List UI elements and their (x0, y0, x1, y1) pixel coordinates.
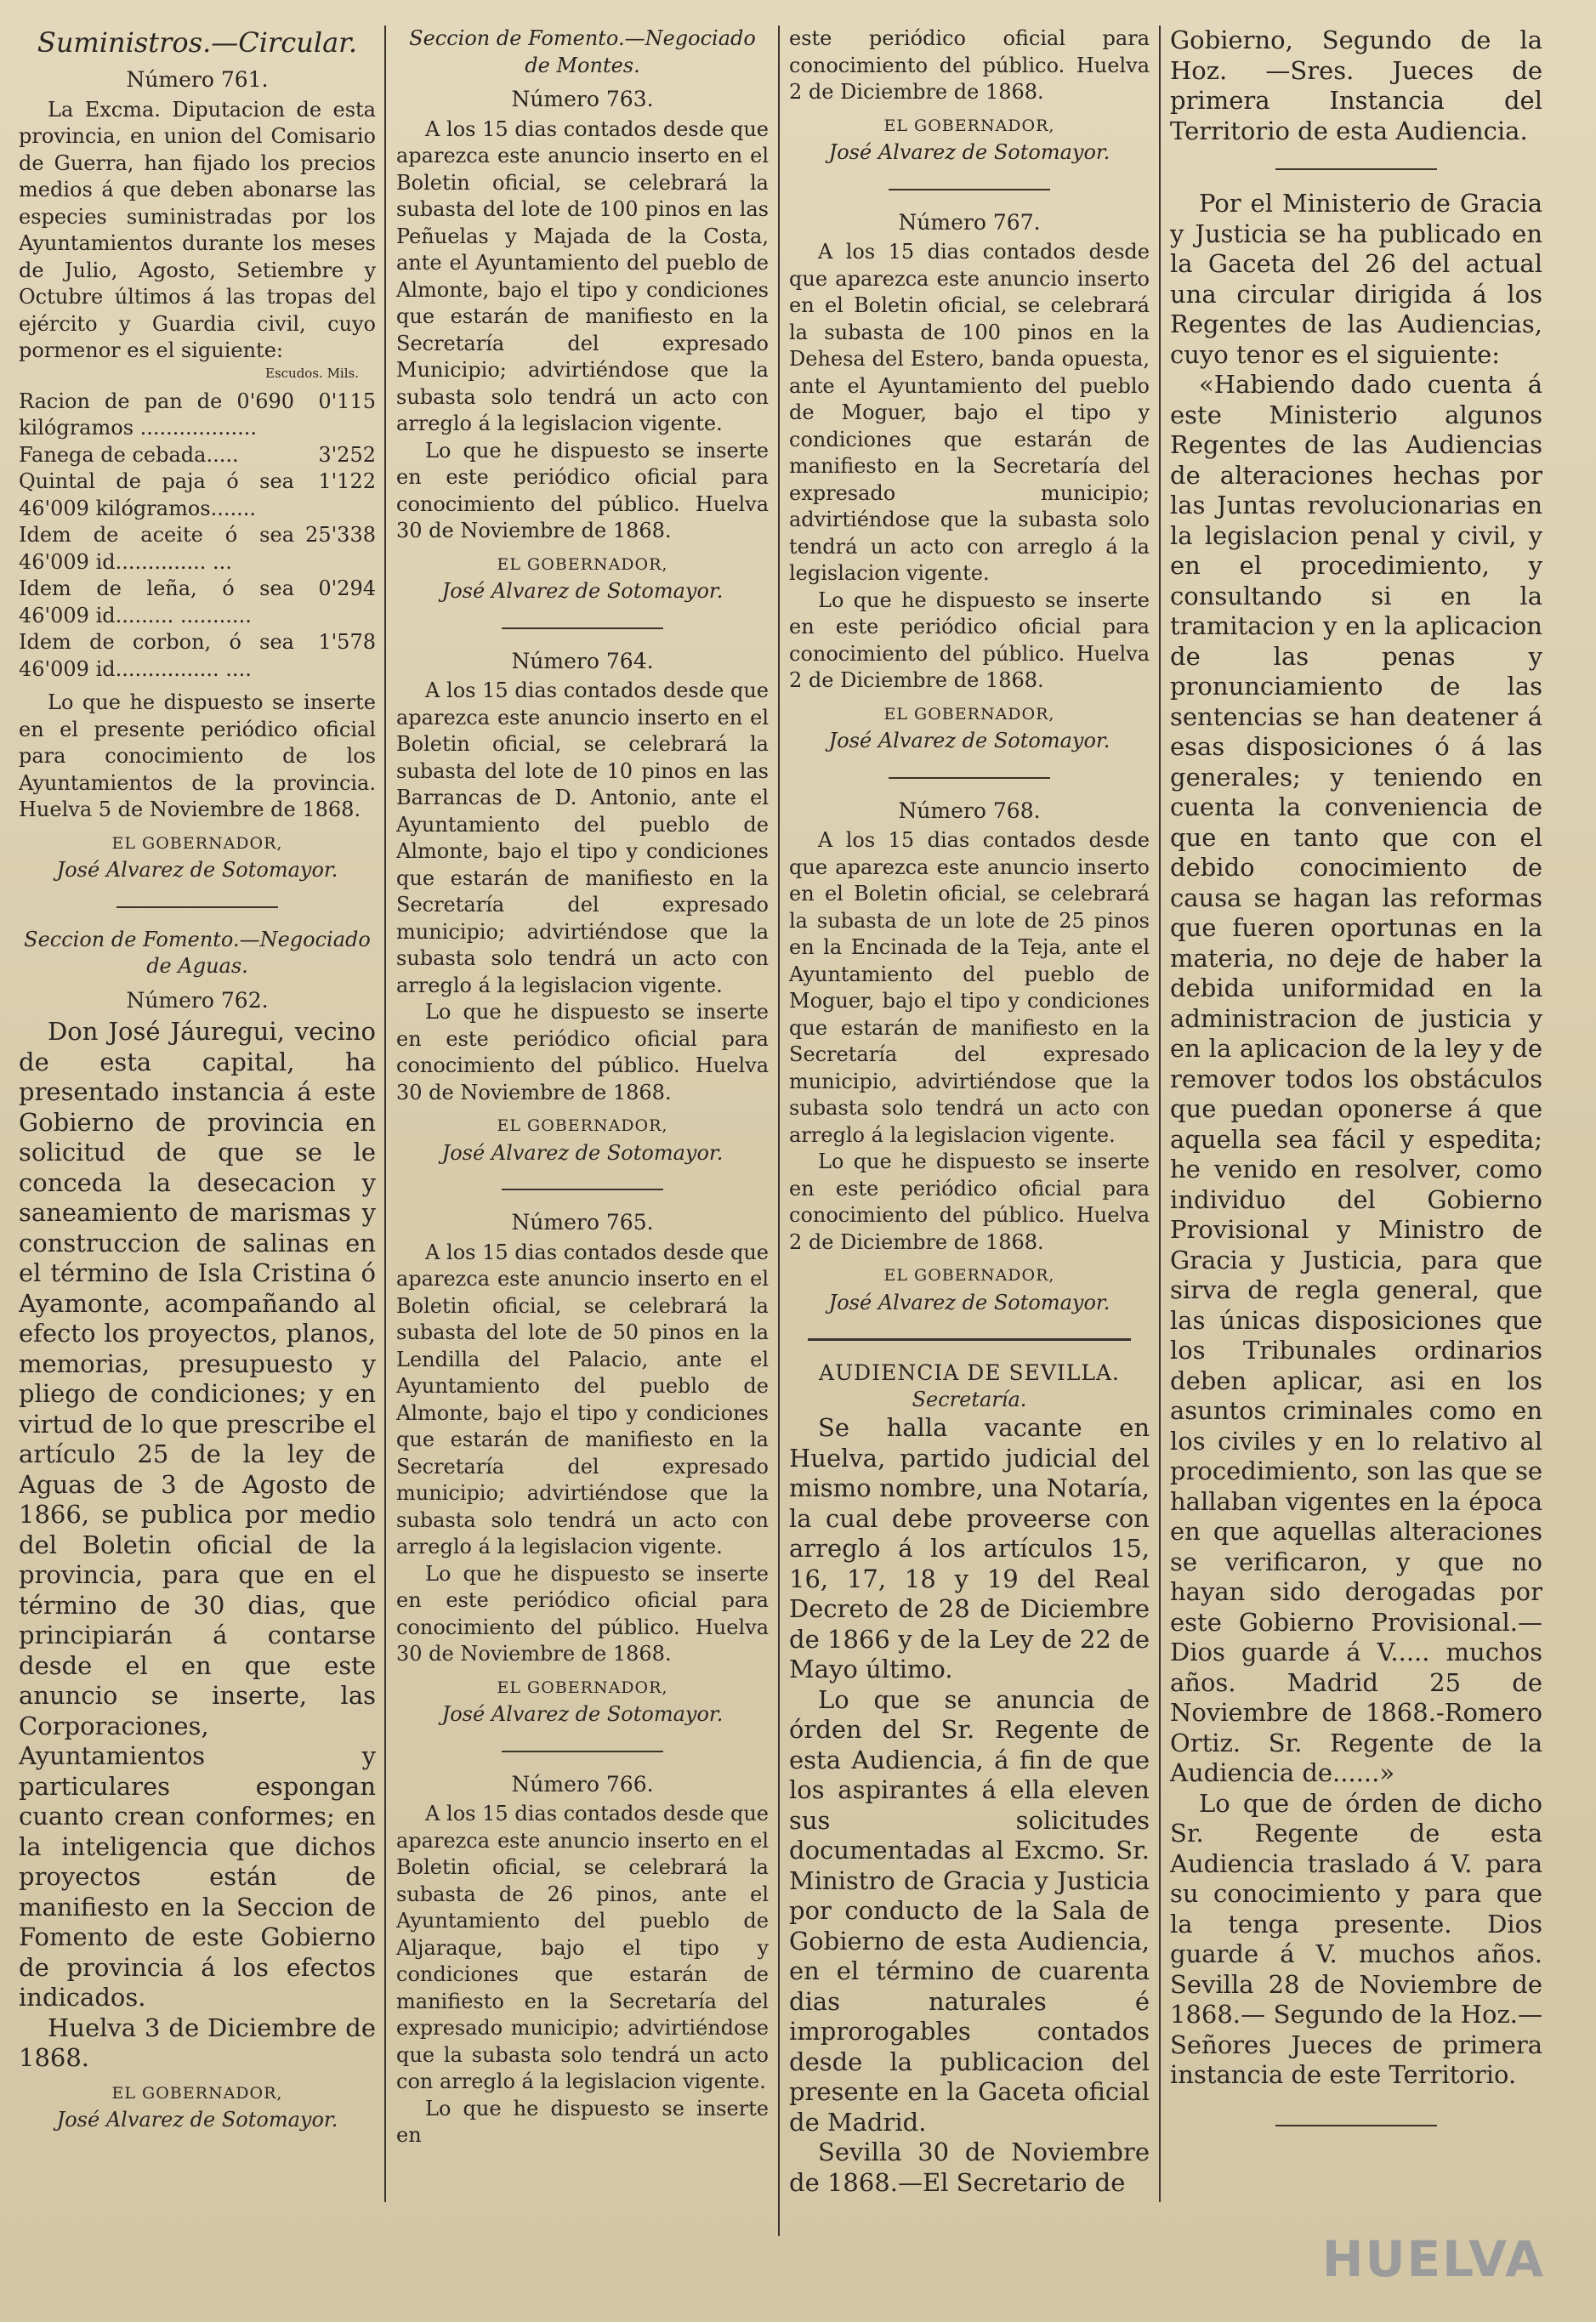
notice-body: Don José Jáuregui, vecino de esta capital, ha presentado instancia á este Gobierno de provincia en solicitud de que se le conceda la desecacion y saneamiento de marismas y construccion de salinas en el término de Isla Cristina ó Ayamonte, acompañando al efecto los proyectos, planos, memorias, presupuesto y pliego de condiciones; y en virtud de lo que prescribe el artículo 25 de la ley de Aguas de 3 de Agosto de 1866, se publica por medio del Boletin oficial de la provincia, para que en el término de 30 dias, que principiarán á contarse desde el en que este anuncio se inserte, las Corporaciones, Ayuntamientos y particulares espongan cuanto crean conformes; en la inteligencia que dichos proyectos están de manifiesto en la Seccion de Fomento de este Gobierno de provincia á los efectos indicados. (19, 1017, 376, 2012)
notice-number: Número 764. (511, 648, 654, 673)
notice-body: Gobierno, Segundo de la Hoz. —Sres. Jueces de primera Instancia del Territorio de esta Audiencia. (1170, 26, 1542, 145)
notice-body: Se halla vacante en Huelva, partido judicial del mismo nombre, una Notaría, la cual debe proveerse con arreglo á los artículos 15, 16, 17, 18 y 19 del Real Decreto de 28 de Diciembre de 1866 y de la Ley de 22 de Mayo último. (789, 1413, 1150, 1683)
signature-title: EL GOBERNADOR, (883, 704, 1055, 724)
notice-body: Lo que de órden de dicho Sr. Regente de esta Audiencia traslado á V. para su conocimiento y para que la tenga presente. Dios guarde á V. muchos años. Sevilla 28 de Noviembre de 1868.— Segundo de la Hoz.—Señores Jueces de primera instancia de este Territorio. (1170, 1788, 1542, 2089)
notice-body: Lo que he dispuesto se inserte en este periódico oficial para conocimiento del público. Huelva 30 de Noviembre de 1868. (396, 438, 769, 542)
signature-name: José Alvarez de Sotomayor. (828, 729, 1110, 752)
price-table (19, 389, 376, 684)
table-row: Quintal de paja ó sea 46'009 kilógramos....... 1'122 (19, 469, 376, 520)
signature-title: EL GOBERNADOR, (111, 2083, 283, 2103)
signature-title: EL GOBERNADOR, (883, 116, 1055, 135)
notice-number: Número 768. (898, 798, 1041, 823)
section-header: Seccion de Fomento.—Negociado de Aguas. (24, 927, 371, 978)
notice-body: Lo que he dispuesto se inserte en este periódico oficial para conocimiento del público. Huelva 30 de Noviembre de 1868. (396, 1561, 769, 1666)
section-header: Suministros.—Circular. (37, 26, 358, 59)
column-3 (789, 26, 1150, 2304)
signature-title: EL GOBERNADOR, (497, 1116, 668, 1135)
signature-name: José Alvarez de Sotomayor. (56, 858, 338, 882)
signature-title: EL GOBERNADOR, (497, 554, 668, 574)
notice-body: A los 15 dias contados desde que aparezca este anuncio inserto en el Boletin oficial, se celebrará la subasta del lote de 100 pinos en las Peñuelas y Majada de la Costa, ante el Ayuntamiento del pueblo de Almonte, bajo el tipo y condiciones que estarán de manifiesto en la Secretaría del expresado Municipio; advirtiéndose que la subasta solo tendrá un acto con arreglo á la legislacion vigente. (396, 116, 769, 435)
notice-number: Número 767. (898, 209, 1041, 235)
signature-name: José Alvarez de Sotomayor. (828, 1290, 1110, 1314)
table-head: Escudos. Mils. (265, 365, 359, 381)
section-rule (1275, 168, 1437, 170)
column-2 (396, 26, 769, 2304)
notice-body: La Excma. Diputacion de esta provincia, en union del Comisario de Guerra, han fijado los precios medios á que deben abonarse las especies suministradas por los Ayuntamientos durante los meses de Julio, Agosto, Setiembre y Octubre últimos á las tropas del ejército y Guardia civil, cuyo pormenor es el siguiente: (19, 97, 376, 362)
notice-body: A los 15 dias contados desde que aparezca este anuncio inserto en el Boletin oficial, se celebrará la subasta de 26 pinos, ante el Ayuntamiento del pueblo de Aljaraque, bajo el tipo y condiciones que estarán de manifiesto en la Secretaría del expresado municipio; advirtiéndose que la subasta solo tendrá un acto con arreglo á la legislacion vigente. (396, 1802, 769, 2093)
notice-body: Lo que he dispuesto se inserte en este periódico oficial para conocimiento del público. Huelva 2 de Diciembre de 1868. (789, 588, 1150, 692)
notice-body: «Habiendo dado cuenta á este Ministerio algunos Regentes de las Audiencias de alteraciones hechas por las Juntas revolucionarias en la legislacion penal y civil, y en el procedimiento, y consultando si en la tramitacion y en la aplicacion de las penas y pronunciamiento de las sentencias se han deatener á esas disposiciones ó á las generales; y teniendo en cuenta la conveniencia de que en tanto que con el debido conocimiento de causa se hagan las reformas que fueren oportunas en la materia, no deje de haber la debida uniformidad en la administracion de justicia y en la aplicacion de la ley y de remover todos los obstáculos que puedan oponerse á que aquella sea fácil y espedita; he venido en resolver, como individuo del Gobierno Provisional y Ministro de Gracia y Justicia, para que sirva de regla general, que las únicas disposiciones que los Tribunales ordinarios deben aplicar, asi en los asuntos criminales como en los civiles y en lo relativo al procedimiento, son las que se hallaban vigentes en la época en que aquellas alteraciones se verificaron, y que no hayan sido derogadas por este Gobierno Provisional.—Dios guarde á V..... muchos años. Madrid 25 de Noviembre de 1868.-Romero Ortiz. Sr. Regente de la Audiencia de......» (1170, 370, 1542, 1787)
section-header: AUDIENCIA DE SEVILLA. (819, 1360, 1120, 1385)
signature-name: José Alvarez de Sotomayor. (441, 1702, 724, 1726)
notice-number: Número 766. (511, 1771, 654, 1797)
notice-date: Huelva 3 de Diciembre de 1868. (19, 2013, 376, 2072)
section-rule (502, 1189, 663, 1190)
table-row: Racion de pan de 0'690 kilógramos .................. 0'115 (19, 389, 376, 440)
signature-name: José Alvarez de Sotomayor. (56, 2108, 338, 2132)
notice-body: Sevilla 30 de Noviembre de 1868.—El Secretario de (789, 2137, 1150, 2197)
signature-name: José Alvarez de Sotomayor. (441, 579, 724, 603)
signature-name: José Alvarez de Sotomayor. (828, 140, 1110, 164)
column-4 (1170, 26, 1542, 2304)
notice-body: A los 15 dias contados desde que aparezca este anuncio inserto en el Boletin oficial, se celebrará la subasta del lote de 50 pinos en la Lendilla del Palacio, ante el Ayuntamiento del pueblo de Almonte, bajo el tipo y condiciones que estarán de manifiesto en la Secretaría del expresado municipio; advirtiéndose que la subasta solo tendrá un acto con arreglo á la legislacion vigente. (396, 1240, 769, 1558)
table-row: Idem de leña, ó sea 46'009 id......... ........... 0'294 (19, 576, 376, 627)
notice-body: Por el Ministerio de Gracia y Justicia se ha publicado en la Gaceta del 26 del actual una circular dirigida á los Regentes de las Audiencias, cuyo tenor es el siguiente: (1170, 189, 1542, 369)
column-1 (19, 26, 376, 2304)
section-rule (889, 189, 1050, 190)
notice-body: A los 15 dias contados desde que aparezca este anuncio inserto en el Boletin oficial, se celebrará la subasta del lote de 10 pinos en las Barrancas de D. Antonio, ante el Ayuntamiento del pueblo de Almonte, bajo el tipo y condiciones que estarán de manifiesto en la Secretaría del expresado municipio; advirtiéndose que la subasta solo tendrá un acto con arreglo á la legislacion vigente. (396, 678, 769, 997)
table-row: Idem de corbon, ó sea 46'009 id................ .... 1'578 (19, 630, 376, 681)
signature-name: José Alvarez de Sotomayor. (441, 1140, 724, 1165)
column-divider (778, 26, 780, 2236)
column-divider (384, 26, 386, 2202)
notice-body: Lo que he dispuesto se inserte en (396, 2096, 769, 2147)
column-divider (1159, 26, 1161, 2202)
notice-body: Lo que he dispuesto se inserte en este periódico oficial para conocimiento del público. Huelva 30 de Noviembre de 1868. (396, 1000, 769, 1104)
notice-body: Lo que se anuncia de órden del Sr. Regente de esta Audiencia, á fin de que los aspirantes á ella eleven sus solicitudes documentadas al Excmo. Sr. Ministro de Gracia y Justicia por conducto de la Sala de Gobierno de esta Audiencia, en el término de cuarenta dias naturales é improrogables contados desde la publicacion del presente en la Gaceta oficial de Madrid. (789, 1684, 1150, 2137)
section-subheader: Secretaría. (912, 1387, 1027, 1411)
notice-body: Lo que he dispuesto se inserte en el presente periódico oficial para conocimiento de los Ayuntamientos de la provincia. Huelva 5 de Noviembre de 1868. (19, 690, 376, 821)
signature-title: EL GOBERNADOR, (883, 1266, 1055, 1285)
section-rule (502, 627, 663, 629)
notice-number: Número 761. (126, 67, 269, 92)
table-row: Idem de aceite ó sea 46'009 id.............. ... 25'338 (19, 523, 376, 574)
section-rule (116, 906, 278, 908)
notice-number: Número 762. (126, 987, 269, 1013)
notice-body: Lo que he dispuesto se inserte en este periódico oficial para conocimiento del público. Huelva 2 de Diciembre de 1868. (789, 1150, 1150, 1254)
notice-body: A los 15 dias contados desde que aparezca este anuncio inserto en el Boletin oficial, se celebrará la subasta de 100 pinos en la Dehesa del Estero, banda opuesta, ante el Ayuntamiento del pueblo de Moguer, bajo el tipo y condiciones que estarán de manifiesto en la Secretaría del expresado municipio; advirtiéndose que la subasta solo tendrá un acto con arreglo á la legislacion vigente. (789, 240, 1150, 585)
notice-body: este periódico oficial para conocimiento del público. Huelva 2 de Diciembre de 1868. (789, 26, 1150, 104)
section-rule (1275, 2125, 1437, 2126)
notice-number: Número 763. (511, 87, 654, 111)
table-row: Fanega de cebada..... 3'252 (19, 442, 376, 467)
section-rule (502, 1751, 663, 1752)
section-rule (889, 777, 1050, 779)
signature-title: EL GOBERNADOR, (111, 833, 283, 853)
watermark-stamp: HUELVA (1321, 2230, 1545, 2288)
notice-body: A los 15 dias contados desde que aparezca este anuncio inserto en el Boletin oficial, se celebrará la subasta de un lote de 25 pinos en la Encinada de la Teja, ante el Ayuntamiento del pueblo de Moguer, bajo el tipo y condiciones que estarán de manifiesto en la Secretaría del expresado municipio, advirtiéndose que la subasta solo tendrá un acto con arreglo á la legislacion vigente. (789, 828, 1150, 1147)
signature-title: EL GOBERNADOR, (497, 1678, 668, 1697)
notice-number: Número 765. (511, 1210, 654, 1235)
section-rule (808, 1338, 1131, 1341)
section-header: Seccion de Fomento.—Negociado de Montes. (409, 26, 756, 77)
